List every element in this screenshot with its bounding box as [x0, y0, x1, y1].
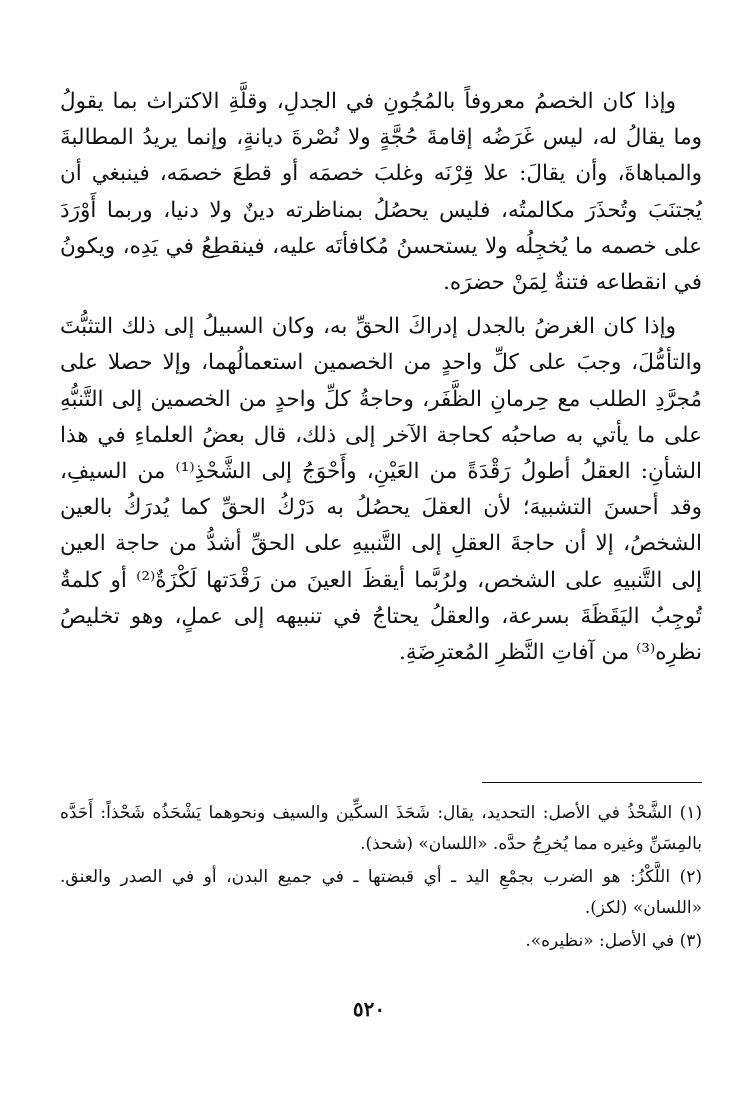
paragraph-1: وإذا كان الخصمُ معروفاً بالمُجُونِ في الجدلِ، وقلَّةِ الاكتراث بما يقولُ وما يقالُ له، ليس غَرَضُه إقامةَ حُجَّةٍ ولا نُصْرةَ ديانةٍ، وإنما يريدُ المطالبةَ والمباهاةَ، وأن يقالَ: علا قِرْنَه وغلبَ خصمَه أو قطعَ خصمَه، فينبغي أن يُجتنَبَ وتُحذَرَ مكالمتُه، فليس يحصُلُ بمناظرته دينٌ ولا دنيا، وربما أَوْرَدَ على خصمه ما يُخجِلُه ولا يستحسنُ مُكافأتَه عليه، فينقطِعُ في يَدِه، ويكونُ في انقطاعه فتنةٌ لِمَنْ حضرَه. — [60, 89, 702, 296]
book-page — [60, 84, 702, 1095]
page-number: ٥٢٠ — [352, 997, 386, 1021]
footnote-3: (٣) في الأصل: «نظيره». — [525, 931, 702, 951]
main-text — [60, 84, 702, 671]
paragraph-2: وإذا كان الغرضُ بالجدل إدراكَ الحقِّ به، وكان السبيلُ إلى ذلك التثبُّتَ والتأمُّلَ، وجبَ على كلِّ واحدٍ من الخصمين استعمالُهما، وإلا حصلا على مُجرَّدِ الطلب مع حِرمانِ الظَّفَر، وحاجةُ كلِّ واحدٍ من الخصمين إلى التَّنبُّهِ على ما يأتي به صاحبُه كحاجة الآخر إلى ذلك، قال بعضُ العلماءِ في هذا الشأنِ: العقلُ أطولُ رَقْدَةً من العَيْنِ، وأَحْوَجُ إلى الشَّحْذِ⁽¹⁾ من السيفِ، وقد أحسنَ التشبيهَ؛ لأن العقلَ يحصُلُ به دَرْكُ الحقِّ كما يُدرَكُ بالعين الشخصُ، إلا أن حاجةَ العقلِ إلى التَّنبيهِ على الحقِّ أشدُّ من حاجة العين إلى التَّنبيهِ على الشخص، ولرُبَّما أيقظَ العينَ من رَقْدَتها لَكْزَةٌ⁽²⁾ أو كلمةٌ تُوجِبُ اليَقَظَةَ بسرعة، والعقلُ يحتاجُ في تنبيهه إلى عملٍ، وهو تخليصُ نظرِه⁽³⁾ من آفاتِ النَّظرِ المُعترِضَةِ. — [60, 314, 702, 666]
footnote-divider — [482, 782, 702, 783]
footnotes — [60, 798, 702, 959]
footnote-2: (٢) اللَّكْزُ: هو الضرب بجمْعِ اليد ـ أي قبضتها ـ في جميع البدن، أو في الصدر والعنق. «اللسان» (لكز). — [60, 867, 702, 918]
footnote-1: (١) الشَّحْذُ في الأصل: التحديد، يقال: شَحَذَ السكِّين والسيف ونحوهما يَشْحَذُه شَحْذاً: أَحَدَّه بالمِسَنِّ وغيره مما يُخرِجُ حدَّه. «اللسان» (شحذ). — [60, 803, 702, 854]
